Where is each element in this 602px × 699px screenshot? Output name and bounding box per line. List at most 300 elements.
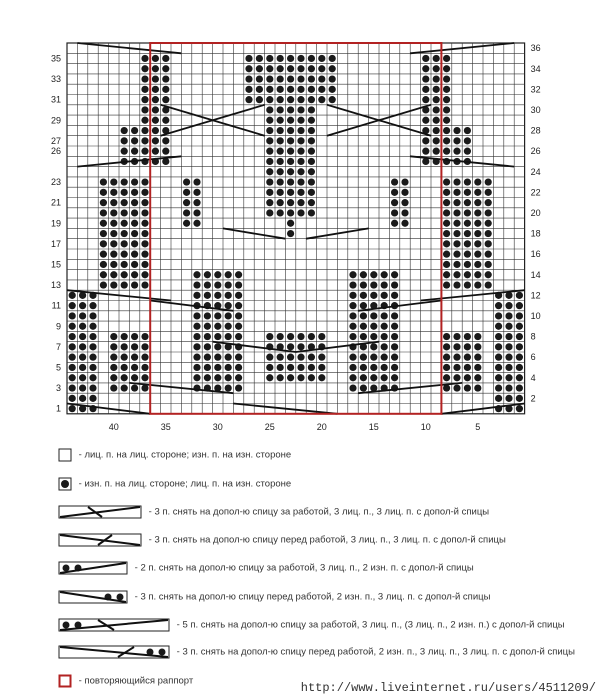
purl-dot [152, 117, 159, 124]
purl-dot [443, 343, 450, 350]
legend-item-cable-5-right-purl [58, 561, 474, 575]
purl-dot [505, 364, 512, 371]
purl-dot [516, 395, 523, 402]
purl-dot [516, 312, 523, 319]
purl-dot [152, 55, 159, 62]
purl-dot [89, 374, 96, 381]
purl-dot [474, 230, 481, 237]
purl-dot [266, 354, 273, 361]
purl-dot [433, 117, 440, 124]
purl-dot [110, 199, 117, 206]
purl-dot [360, 302, 367, 309]
purl-dot [464, 354, 471, 361]
purl-dot [235, 292, 242, 299]
purl-dot [297, 168, 304, 175]
purl-dot [453, 230, 460, 237]
purl-dot [256, 55, 263, 62]
purl-dot [443, 230, 450, 237]
purl-dot [266, 209, 273, 216]
purl-dot [141, 333, 148, 340]
purl-dot [100, 178, 107, 185]
purl-dot [287, 117, 294, 124]
row-number-right: 28 [530, 125, 541, 136]
purl-dot [297, 65, 304, 72]
purl-dot [287, 137, 294, 144]
purl-dot [121, 178, 128, 185]
purl-dot [474, 251, 481, 258]
purl-dot [162, 117, 169, 124]
purl-dot [266, 189, 273, 196]
purl-dot [141, 281, 148, 288]
purl-dot [391, 374, 398, 381]
purl-dot [391, 220, 398, 227]
purl-dot [225, 302, 232, 309]
purl-dot [225, 333, 232, 340]
purl-dot [329, 55, 336, 62]
purl-dot [422, 96, 429, 103]
purl-dot [141, 148, 148, 155]
purl-dot [266, 158, 273, 165]
purl-dot [141, 106, 148, 113]
purl-dot [287, 364, 294, 371]
purl-dot [131, 178, 138, 185]
purl-dot [110, 271, 117, 278]
purl-dot [318, 96, 325, 103]
purl-dot [401, 178, 408, 185]
purl-dot [308, 178, 315, 185]
row-number-right: 22 [530, 187, 541, 198]
legend-text: - повторяющийся раппорт [78, 675, 194, 687]
dot-cell-icon [58, 477, 72, 491]
purl-dot [453, 240, 460, 247]
purl-dot [277, 86, 284, 93]
purl-dot [308, 117, 315, 124]
purl-dot [349, 384, 356, 391]
purl-dot [287, 55, 294, 62]
purl-dot [69, 292, 76, 299]
purl-dot [225, 271, 232, 278]
purl-dot [110, 178, 117, 185]
purl-dot [121, 148, 128, 155]
purl-dot [277, 364, 284, 371]
purl-dot [516, 302, 523, 309]
purl-dot [266, 106, 273, 113]
purl-dot [235, 271, 242, 278]
purl-dot [131, 127, 138, 134]
purl-dot [193, 312, 200, 319]
purl-dot [277, 55, 284, 62]
purl-dot [443, 251, 450, 258]
purl-dot [121, 281, 128, 288]
row-number-right: 18 [530, 228, 541, 239]
purl-dot [121, 261, 128, 268]
purl-dot [141, 86, 148, 93]
purl-dot [214, 333, 221, 340]
purl-dot [370, 374, 377, 381]
purl-dot [266, 127, 273, 134]
purl-dot [266, 55, 273, 62]
column-number: 25 [264, 421, 275, 432]
purl-dot [370, 271, 377, 278]
purl-dot [360, 323, 367, 330]
purl-dot [69, 405, 76, 412]
purl-dot [110, 374, 117, 381]
purl-dot [391, 292, 398, 299]
purl-dot [495, 343, 502, 350]
purl-dot [464, 261, 471, 268]
row-number-right: 26 [530, 146, 541, 157]
purl-dot [464, 127, 471, 134]
purl-dot [329, 86, 336, 93]
purl-dot [516, 333, 523, 340]
purl-dot [443, 261, 450, 268]
purl-dot [381, 292, 388, 299]
purl-dot [453, 209, 460, 216]
purl-dot [121, 343, 128, 350]
purl-dot [391, 199, 398, 206]
purl-dot [100, 189, 107, 196]
purl-dot [474, 271, 481, 278]
purl-dot [266, 364, 273, 371]
purl-dot [79, 354, 86, 361]
purl-dot [141, 189, 148, 196]
purl-dot [495, 374, 502, 381]
purl-dot [266, 199, 273, 206]
purl-dot [287, 209, 294, 216]
purl-dot [401, 220, 408, 227]
purl-dot [121, 374, 128, 381]
purl-dot [183, 199, 190, 206]
purl-dot [287, 127, 294, 134]
purl-dot [100, 199, 107, 206]
purl-dot [485, 209, 492, 216]
purl-dot [505, 333, 512, 340]
purl-dot [131, 230, 138, 237]
purl-dot [287, 354, 294, 361]
purl-dot [204, 354, 211, 361]
purl-dot [266, 374, 273, 381]
purl-dot [453, 127, 460, 134]
purl-dot [433, 75, 440, 82]
purl-dot [162, 65, 169, 72]
purl-dot [214, 323, 221, 330]
purl-dot [474, 199, 481, 206]
purl-dot [121, 354, 128, 361]
purl-dot [516, 292, 523, 299]
purl-dot [69, 364, 76, 371]
purl-dot [121, 364, 128, 371]
purl-dot [193, 323, 200, 330]
purl-dot [516, 343, 523, 350]
purl-dot [505, 323, 512, 330]
row-number-left: 19 [50, 218, 61, 229]
purl-dot [422, 137, 429, 144]
purl-dot [505, 343, 512, 350]
cable-6-left-icon [58, 533, 142, 547]
purl-dot [297, 96, 304, 103]
purl-dot [443, 271, 450, 278]
purl-dot [141, 364, 148, 371]
purl-dot [464, 199, 471, 206]
purl-dot [485, 281, 492, 288]
purl-dot [401, 189, 408, 196]
purl-dot [297, 158, 304, 165]
purl-dot [277, 333, 284, 340]
purl-dot [391, 323, 398, 330]
column-number: 10 [420, 421, 431, 432]
purl-dot [453, 374, 460, 381]
purl-dot [225, 364, 232, 371]
purl-dot [152, 96, 159, 103]
purl-dot [318, 354, 325, 361]
purl-dot [204, 343, 211, 350]
purl-dot [193, 374, 200, 381]
purl-dot [79, 323, 86, 330]
purl-dot [131, 251, 138, 258]
purl-dot [485, 178, 492, 185]
purl-dot [162, 137, 169, 144]
purl-dot [318, 65, 325, 72]
purl-dot [453, 333, 460, 340]
purl-dot [121, 220, 128, 227]
purl-dot [474, 189, 481, 196]
purl-dot [370, 323, 377, 330]
purl-dot [131, 374, 138, 381]
purl-dot [381, 323, 388, 330]
purl-dot [297, 209, 304, 216]
purl-dot [308, 65, 315, 72]
purl-dot [277, 137, 284, 144]
purl-dot [141, 65, 148, 72]
purl-dot [318, 75, 325, 82]
purl-dot [381, 281, 388, 288]
purl-dot [360, 271, 367, 278]
purl-dot [443, 86, 450, 93]
purl-dot [308, 333, 315, 340]
purl-dot [245, 96, 252, 103]
purl-dot [297, 117, 304, 124]
cable-8-right-icon [58, 618, 170, 632]
purl-dot [193, 209, 200, 216]
purl-dot [443, 220, 450, 227]
purl-dot [287, 220, 294, 227]
purl-dot [141, 240, 148, 247]
purl-dot [79, 384, 86, 391]
purl-dot [422, 86, 429, 93]
row-number-left: 31 [50, 94, 61, 105]
row-number-right: 4 [530, 372, 536, 383]
purl-dot [443, 55, 450, 62]
purl-dot [152, 137, 159, 144]
purl-dot [204, 281, 211, 288]
purl-dot [183, 189, 190, 196]
purl-dot [277, 148, 284, 155]
purl-dot [277, 209, 284, 216]
legend-text: - 2 п. снять на допол-ю спицу за работой, 3 лиц. п., 2 изн. п. с допол-й спицы [134, 562, 474, 574]
purl-dot [443, 75, 450, 82]
purl-dot [422, 148, 429, 155]
purl-dot [433, 148, 440, 155]
purl-dot [370, 292, 377, 299]
purl-dot [110, 343, 117, 350]
row-number-left: 9 [55, 321, 61, 332]
purl-dot [225, 374, 232, 381]
purl-dot [131, 220, 138, 227]
legend-item-cable-8-right [58, 618, 565, 632]
purl-dot [349, 302, 356, 309]
purl-dot [495, 302, 502, 309]
purl-dot [141, 354, 148, 361]
purl-dot [287, 75, 294, 82]
purl-dot [69, 343, 76, 350]
blank-cell-icon [58, 448, 72, 462]
purl-dot [256, 96, 263, 103]
purl-dot [443, 117, 450, 124]
purl-dot [443, 137, 450, 144]
purl-dot [464, 230, 471, 237]
row-number-right: 12 [530, 290, 541, 301]
legend-text: - 3 п. снять на допол-ю спицу перед работой, 3 лиц. п., 3 лиц. п. с допол-й спицы [148, 534, 506, 546]
purl-dot [505, 302, 512, 309]
purl-dot [141, 343, 148, 350]
purl-dot [391, 333, 398, 340]
purl-dot [308, 158, 315, 165]
purl-dot [443, 189, 450, 196]
purl-dot [495, 384, 502, 391]
purl-dot [225, 292, 232, 299]
purl-dot [516, 405, 523, 412]
purl-dot [277, 127, 284, 134]
purl-dot [308, 189, 315, 196]
purl-dot [495, 323, 502, 330]
purl-dot [89, 354, 96, 361]
purl-dot [505, 354, 512, 361]
purl-dot [308, 209, 315, 216]
row-number-right: 2 [530, 393, 536, 404]
row-number-right: 24 [530, 166, 541, 177]
row-number-right: 16 [530, 249, 541, 260]
purl-dot [121, 189, 128, 196]
purl-dot [391, 209, 398, 216]
purl-dot [214, 281, 221, 288]
purl-dot [349, 333, 356, 340]
purl-dot [256, 65, 263, 72]
purl-dot [485, 220, 492, 227]
purl-dot [141, 220, 148, 227]
purl-dot [391, 281, 398, 288]
legend-text: - 3 п. снять на допол-ю спицу перед работой, 2 изн. п., 3 лиц. п. с допол-й спицы [134, 591, 491, 603]
purl-dot [453, 354, 460, 361]
column-numbers [109, 422, 481, 432]
purl-dot [110, 189, 117, 196]
row-number-right: 32 [530, 84, 541, 95]
purl-dot [121, 209, 128, 216]
purl-dot [453, 343, 460, 350]
purl-dot [474, 209, 481, 216]
purl-dot [235, 333, 242, 340]
row-number-right: 10 [530, 310, 541, 321]
purl-dot [391, 178, 398, 185]
purl-dot [79, 395, 86, 402]
purl-dot [297, 137, 304, 144]
purl-dot [193, 281, 200, 288]
purl-dot [443, 364, 450, 371]
purl-dot [89, 364, 96, 371]
purl-dot [204, 292, 211, 299]
purl-dot [204, 374, 211, 381]
purl-dot [474, 281, 481, 288]
purl-dot [349, 281, 356, 288]
purl-dot [329, 75, 336, 82]
purl-dot [100, 230, 107, 237]
purl-dot [474, 240, 481, 247]
purl-dot [474, 178, 481, 185]
purl-dot [453, 137, 460, 144]
purl-dot [131, 343, 138, 350]
purl-dot [443, 281, 450, 288]
legend-item-cable-5-left-purl [58, 590, 490, 604]
purl-dot [297, 55, 304, 62]
purl-dot [131, 384, 138, 391]
purl-dot [183, 178, 190, 185]
purl-dot [318, 364, 325, 371]
purl-dot [443, 209, 450, 216]
purl-dot [297, 127, 304, 134]
purl-dot [214, 343, 221, 350]
purl-dot [474, 384, 481, 391]
purl-dot [131, 271, 138, 278]
row-number-left: 27 [50, 135, 61, 146]
purl-dot [453, 281, 460, 288]
purl-dot [433, 137, 440, 144]
row-number-right: 8 [530, 331, 536, 342]
purl-dot [277, 96, 284, 103]
purl-dot [69, 333, 76, 340]
purl-dot [443, 96, 450, 103]
purl-dot [121, 230, 128, 237]
purl-dot [308, 55, 315, 62]
purl-dot [464, 364, 471, 371]
purl-dot [214, 271, 221, 278]
purl-dot [193, 343, 200, 350]
purl-dot [360, 384, 367, 391]
purl-dot [381, 374, 388, 381]
purl-dot [464, 178, 471, 185]
purl-dot [297, 148, 304, 155]
purl-dot [245, 86, 252, 93]
purl-dot [152, 75, 159, 82]
purl-dot [318, 374, 325, 381]
purl-dot [443, 178, 450, 185]
purl-dot [370, 312, 377, 319]
purl-dot [360, 312, 367, 319]
purl-dot [287, 189, 294, 196]
purl-dot [266, 178, 273, 185]
purl-dot [121, 240, 128, 247]
purl-dot [287, 168, 294, 175]
purl-dot [401, 209, 408, 216]
purl-dot [453, 271, 460, 278]
purl-dot [329, 96, 336, 103]
purl-dot [381, 354, 388, 361]
purl-dot [287, 343, 294, 350]
purl-dot [152, 106, 159, 113]
purl-dot [152, 86, 159, 93]
purl-dot [453, 148, 460, 155]
purl-dot [287, 199, 294, 206]
row-number-right: 6 [530, 352, 536, 363]
purl-dot [162, 96, 169, 103]
